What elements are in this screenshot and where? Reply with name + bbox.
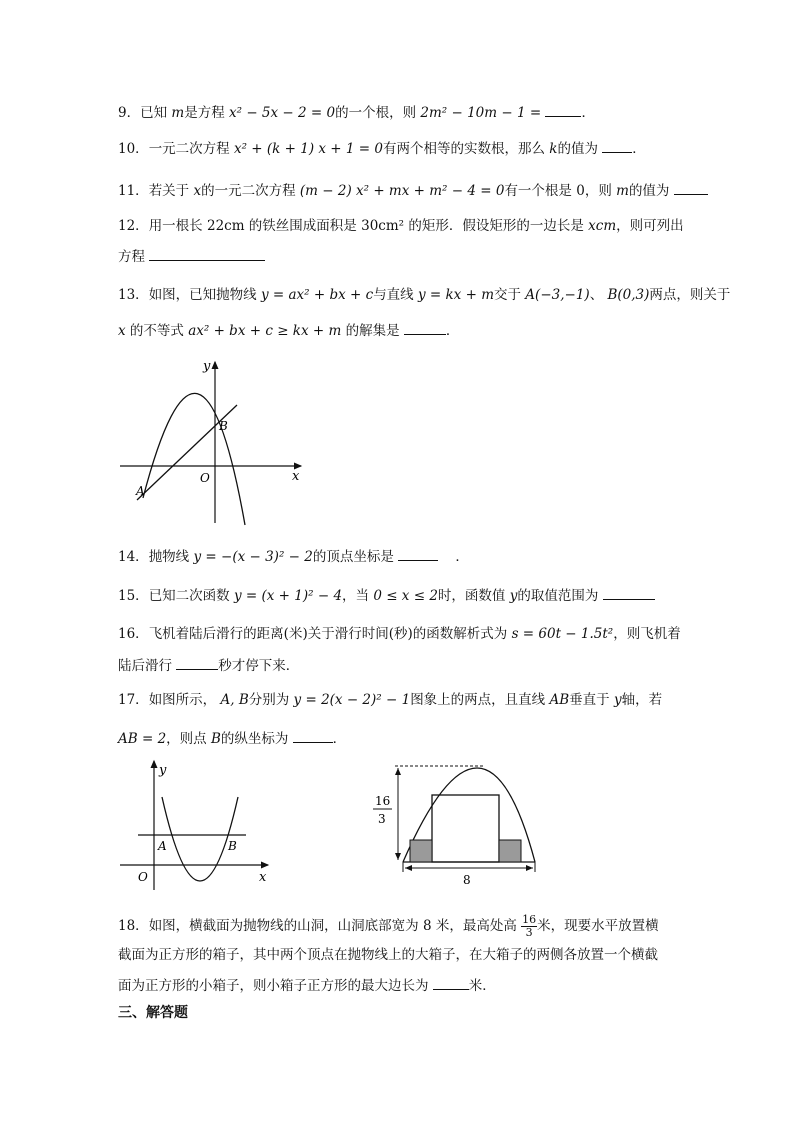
equation: y = 2(x − 2)² − 1 bbox=[293, 692, 411, 708]
origin-label: O bbox=[138, 870, 148, 884]
question-17: 17．如图所示， A, B分别为 y = 2(x − 2)² − 1图象上的两点，且直线 AB垂直于 y轴，若 bbox=[118, 692, 663, 708]
question-14: 14．抛物线 y = −(x − 3)² − 2的顶点坐标是 ． bbox=[118, 546, 469, 567]
section-heading: 三、解答题 bbox=[118, 1005, 188, 1021]
width-label: 8 bbox=[463, 873, 471, 887]
question-9: 9．已知 m是方程 x² − 5x − 2 = 0的一个根，则 2m² − 10m − 1 = ． bbox=[118, 102, 595, 123]
answer-blank[interactable] bbox=[433, 975, 469, 990]
question-16: 16．飞机着陆后滑行的距离(米)关于滑行时间(秒)的函数解析式为 s = 60t − 1.5t²，则飞机着 bbox=[118, 626, 681, 642]
answer-blank[interactable] bbox=[603, 585, 655, 600]
answer-blank[interactable] bbox=[398, 546, 438, 561]
point-b-label: B bbox=[228, 839, 237, 853]
equation: (m − 2) x² + mx + m² − 4 = 0 bbox=[299, 183, 505, 199]
equation: s = 60t − 1.5t² bbox=[511, 626, 614, 642]
question-18-line3: 面为正方形的小箱子，则小箱子正方形的最大边长为 米． bbox=[118, 975, 496, 996]
question-number: 9． bbox=[118, 105, 141, 121]
expression: 2m² − 10m − 1 = bbox=[420, 105, 542, 121]
question-12-line2: 方程 bbox=[118, 246, 265, 267]
parabola bbox=[143, 393, 245, 525]
origin-label: O bbox=[200, 471, 210, 485]
height-fraction: $\frac{16}{3}$ bbox=[522, 913, 537, 939]
question-17-line2: AB = 2，则点 B的纵坐标为 ． bbox=[118, 728, 346, 749]
question-11: 11．若关于 x的一元二次方程 (m − 2) x² + mx + m² − 4 = 0有一个根是 0，则 m的值为 bbox=[118, 180, 708, 201]
small-box-left bbox=[410, 840, 432, 862]
figure-17-graph bbox=[118, 755, 278, 895]
question-15: 15．已知二次函数 y = (x + 1)² − 4，当 0 ≤ x ≤ 2时，函数值 y的取值范围为 bbox=[118, 585, 655, 606]
question-10: 10．一元二次方程 x² + (k + 1) x + 1 = 0有两个相等的实数根，那么 k的值为 ． bbox=[118, 138, 646, 159]
point-b-label: B bbox=[219, 419, 228, 433]
x-label: x bbox=[259, 870, 267, 885]
equation: x² + (k + 1) x + 1 = 0 bbox=[233, 141, 383, 157]
answer-blank[interactable] bbox=[293, 728, 333, 743]
answer-blank[interactable] bbox=[602, 138, 632, 153]
figure-18-cave bbox=[365, 758, 545, 888]
question-13-line2: x 的不等式 ax² + bx + c ≥ kx + m 的解集是 ． bbox=[118, 320, 459, 341]
y-label: y bbox=[159, 763, 167, 778]
question-16-line2: 陆后滑行 秒才停下来． bbox=[118, 655, 299, 676]
equation: y = (x + 1)² − 4 bbox=[233, 588, 343, 604]
answer-blank[interactable] bbox=[545, 102, 581, 117]
large-box bbox=[432, 795, 499, 862]
answer-blank[interactable] bbox=[674, 180, 708, 195]
answer-blank[interactable] bbox=[149, 246, 265, 261]
question-13: 13．如图，已知抛物线 y = ax² + bx + c与直线 y = kx + m交于 A(−3,−1)、 B(0,3)两点，则关于 bbox=[118, 287, 731, 303]
equation: y = −(x − 3)² − 2 bbox=[193, 549, 313, 565]
x-label: x bbox=[292, 469, 300, 484]
small-box-right bbox=[499, 840, 521, 862]
y-label: y bbox=[203, 359, 211, 374]
point-a-label: A bbox=[136, 484, 145, 498]
answer-blank[interactable] bbox=[404, 320, 446, 335]
question-18: 18．如图，横截面为抛物线的山洞，山洞底部宽为 8 米，最高处高 $\frac{16}{3}$ 米，现要水平放置横 bbox=[118, 913, 659, 939]
equation: x² − 5x − 2 = 0 bbox=[229, 105, 336, 121]
answer-blank[interactable] bbox=[176, 655, 218, 670]
figure-13-graph bbox=[115, 350, 315, 530]
point-a-label: A bbox=[158, 839, 167, 853]
height-num: 16 bbox=[375, 794, 391, 808]
question-12: 12．用一根长 22cm 的铁丝围成面积是 30cm² 的矩形．假设矩形的一边长是 xcm，则可列出 bbox=[118, 218, 684, 234]
height-den: 3 bbox=[378, 812, 386, 826]
question-18-line2: 截面为正方形的箱子，其中两个顶点在抛物线上的大箱子，在大箱子的两侧各放置一个横截 bbox=[118, 947, 658, 963]
parabola bbox=[162, 797, 238, 881]
